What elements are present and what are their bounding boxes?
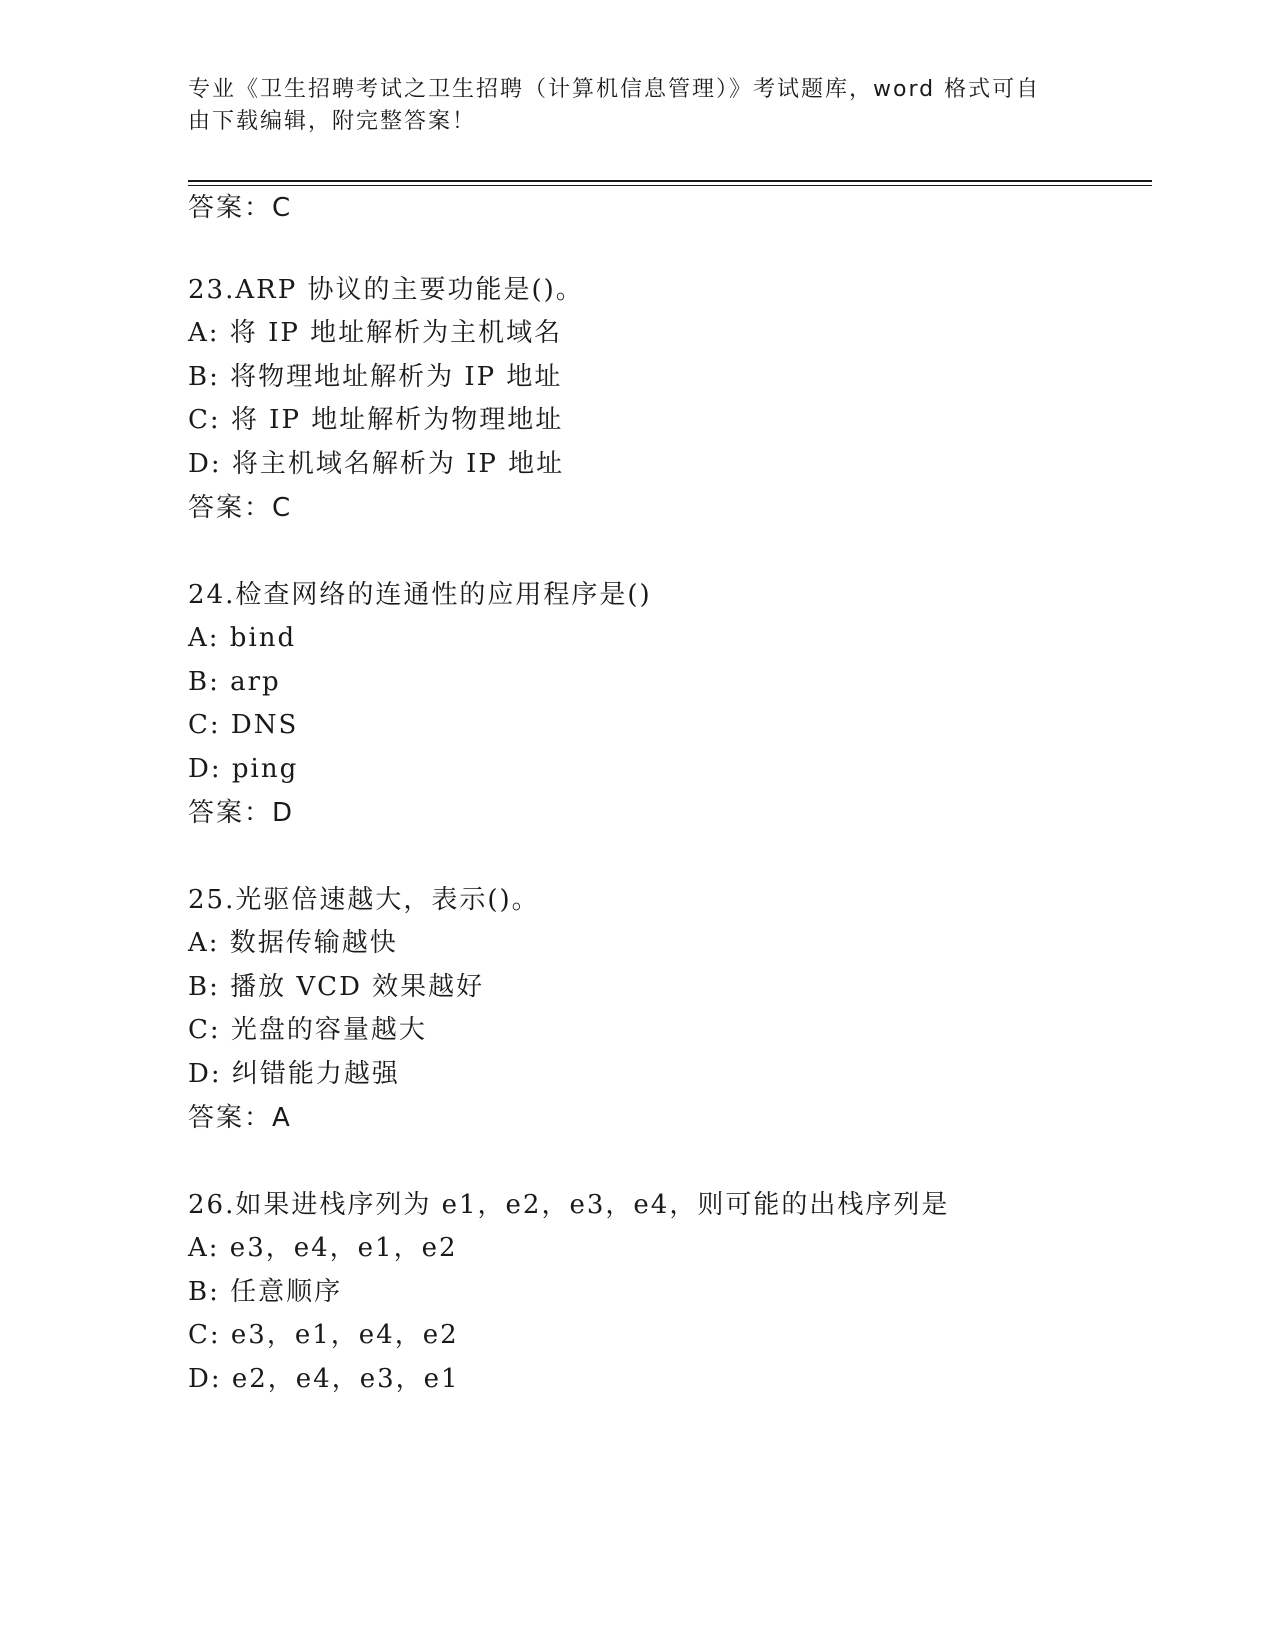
- question-24-option-b: B: arp: [188, 667, 281, 697]
- question-25-answer: [188, 1101, 292, 1135]
- question-25-stem: 25.光驱倍速越大，表示()。: [188, 885, 540, 915]
- answer-label: 答案：: [188, 1103, 273, 1133]
- question-25-option-c: C: 光盘的容量越大: [188, 1015, 427, 1045]
- question-23-option-a: A: 将 IP 地址解析为主机域名: [188, 318, 563, 348]
- question-26-option-c: C: e3，e1，e4，e2: [188, 1320, 459, 1350]
- answer-value: D: [272, 798, 295, 828]
- header-line-1: 专业《卫生招聘考试之卫生招聘（计算机信息管理）》考试题库，word 格式可自: [188, 77, 1041, 102]
- question-26-option-a: A: e3，e4，e1，e2: [188, 1233, 458, 1263]
- question-24-answer: [188, 796, 294, 830]
- question-23-option-b: B: 将物理地址解析为 IP 地址: [188, 362, 563, 392]
- question-26-option-b: B: 任意顺序: [188, 1277, 343, 1307]
- document-header: [188, 74, 1088, 138]
- header-divider-thin: [188, 185, 1152, 186]
- question-23-stem: 23.ARP 协议的主要功能是()。: [188, 275, 584, 305]
- question-23-option-d: D: 将主机域名解析为 IP 地址: [188, 449, 565, 479]
- header-divider-thick: [188, 180, 1152, 182]
- question-26-option-d: D: e2，e4，e3，e1: [188, 1364, 460, 1394]
- answer-value: A: [272, 1103, 292, 1133]
- answer-label: 答案：: [188, 798, 273, 828]
- question-25-option-a: A: 数据传输越快: [188, 928, 398, 958]
- question-23-option-c: C: 将 IP 地址解析为物理地址: [188, 405, 564, 435]
- question-26-stem: 26.如果进栈序列为 e1，e2，e3，e4，则可能的出栈序列是: [188, 1190, 950, 1220]
- question-25-option-d: D: 纠错能力越强: [188, 1059, 400, 1089]
- question-24-option-a: A: bind: [188, 623, 297, 653]
- answer-value: C: [272, 493, 293, 523]
- question-25-option-b: B: 播放 VCD 效果越好: [188, 972, 485, 1002]
- answer-prev: [188, 191, 292, 225]
- answer-label: 答案：: [188, 493, 273, 523]
- answer-value: C: [272, 193, 293, 223]
- header-line-2: 由下载编辑，附完整答案！: [188, 109, 477, 134]
- question-24-stem: 24.检查网络的连通性的应用程序是(): [188, 580, 652, 610]
- question-24-option-d: D: ping: [188, 754, 299, 784]
- answer-label: 答案：: [188, 193, 273, 223]
- question-24-option-c: C: DNS: [188, 710, 299, 740]
- question-23-answer: [188, 491, 292, 525]
